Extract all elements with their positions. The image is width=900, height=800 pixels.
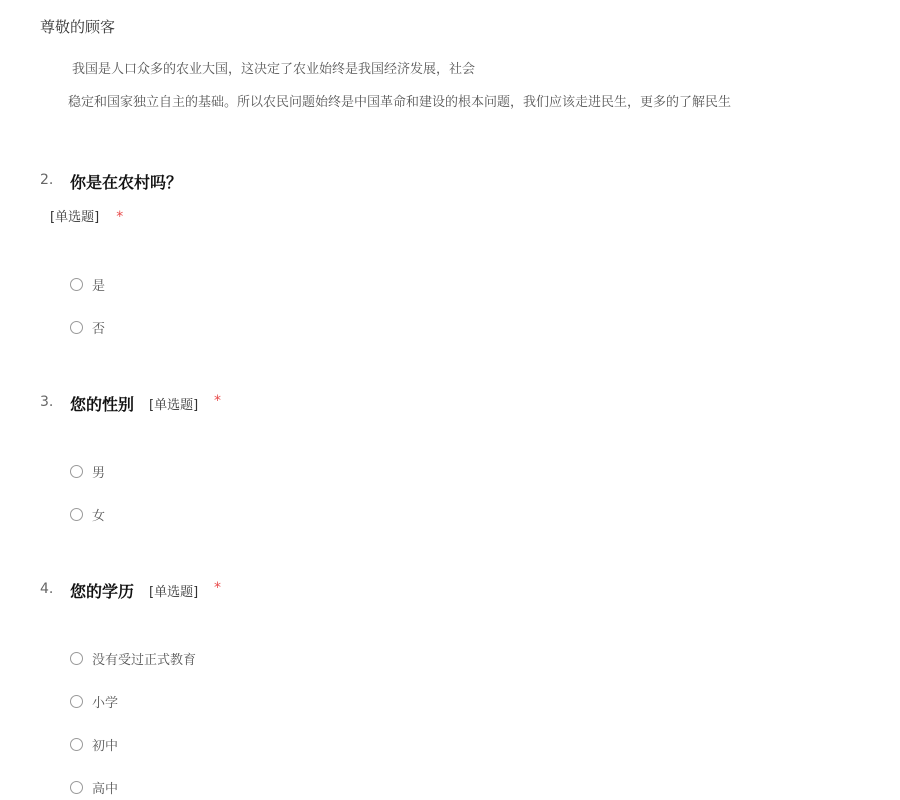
question-number: 2. — [40, 172, 54, 188]
question-type: [单选题] — [149, 585, 199, 600]
radio-button[interactable] — [70, 781, 83, 794]
required-mark: * — [116, 209, 124, 225]
radio-button[interactable] — [70, 321, 83, 334]
option-label: 高中 — [92, 781, 119, 797]
question-number: 4. — [40, 581, 54, 597]
radio-button[interactable] — [70, 508, 83, 521]
option-label: 初中 — [92, 738, 119, 754]
question-title: 您的学历 — [70, 582, 135, 601]
option-junior-high[interactable] — [70, 735, 118, 753]
question-type: [单选题] — [50, 210, 100, 225]
radio-button[interactable] — [70, 652, 83, 665]
required-mark: * — [214, 393, 221, 409]
option-label: 女 — [92, 508, 106, 524]
option-label: 没有受过正式教育 — [92, 652, 197, 668]
intro-line-2: 稳定和国家独立自主的基础。所以农民问题始终是中国革命和建设的根本问题，我们应该走进民生，更多的了解民生 — [68, 95, 732, 110]
radio-button[interactable] — [70, 278, 83, 291]
question-2-type-row — [50, 206, 123, 225]
option-no-formal-education[interactable] — [70, 649, 196, 667]
question-title: 您的性别 — [70, 395, 135, 414]
option-label: 男 — [92, 465, 106, 481]
radio-button[interactable] — [70, 465, 83, 478]
radio-button[interactable] — [70, 738, 83, 751]
intro-line-1: 我国是人口众多的农业大国，这决定了农业始终是我国经济发展，社会 — [72, 62, 476, 77]
option-male[interactable] — [70, 462, 105, 480]
option-yes[interactable] — [70, 275, 105, 293]
radio-button[interactable] — [70, 695, 83, 708]
question-number: 3. — [40, 394, 54, 410]
option-primary-school[interactable] — [70, 692, 118, 710]
question-type: [单选题] — [149, 398, 199, 413]
option-no[interactable] — [70, 318, 105, 336]
option-label: 否 — [92, 321, 106, 337]
option-label: 小学 — [92, 695, 119, 711]
option-label: 是 — [92, 278, 106, 294]
option-senior-high[interactable] — [70, 778, 118, 796]
required-mark: * — [214, 580, 221, 596]
question-title: 你是在农村吗？ — [70, 173, 183, 192]
greeting: 尊敬的顾客 — [40, 18, 116, 36]
option-female[interactable] — [70, 505, 105, 523]
